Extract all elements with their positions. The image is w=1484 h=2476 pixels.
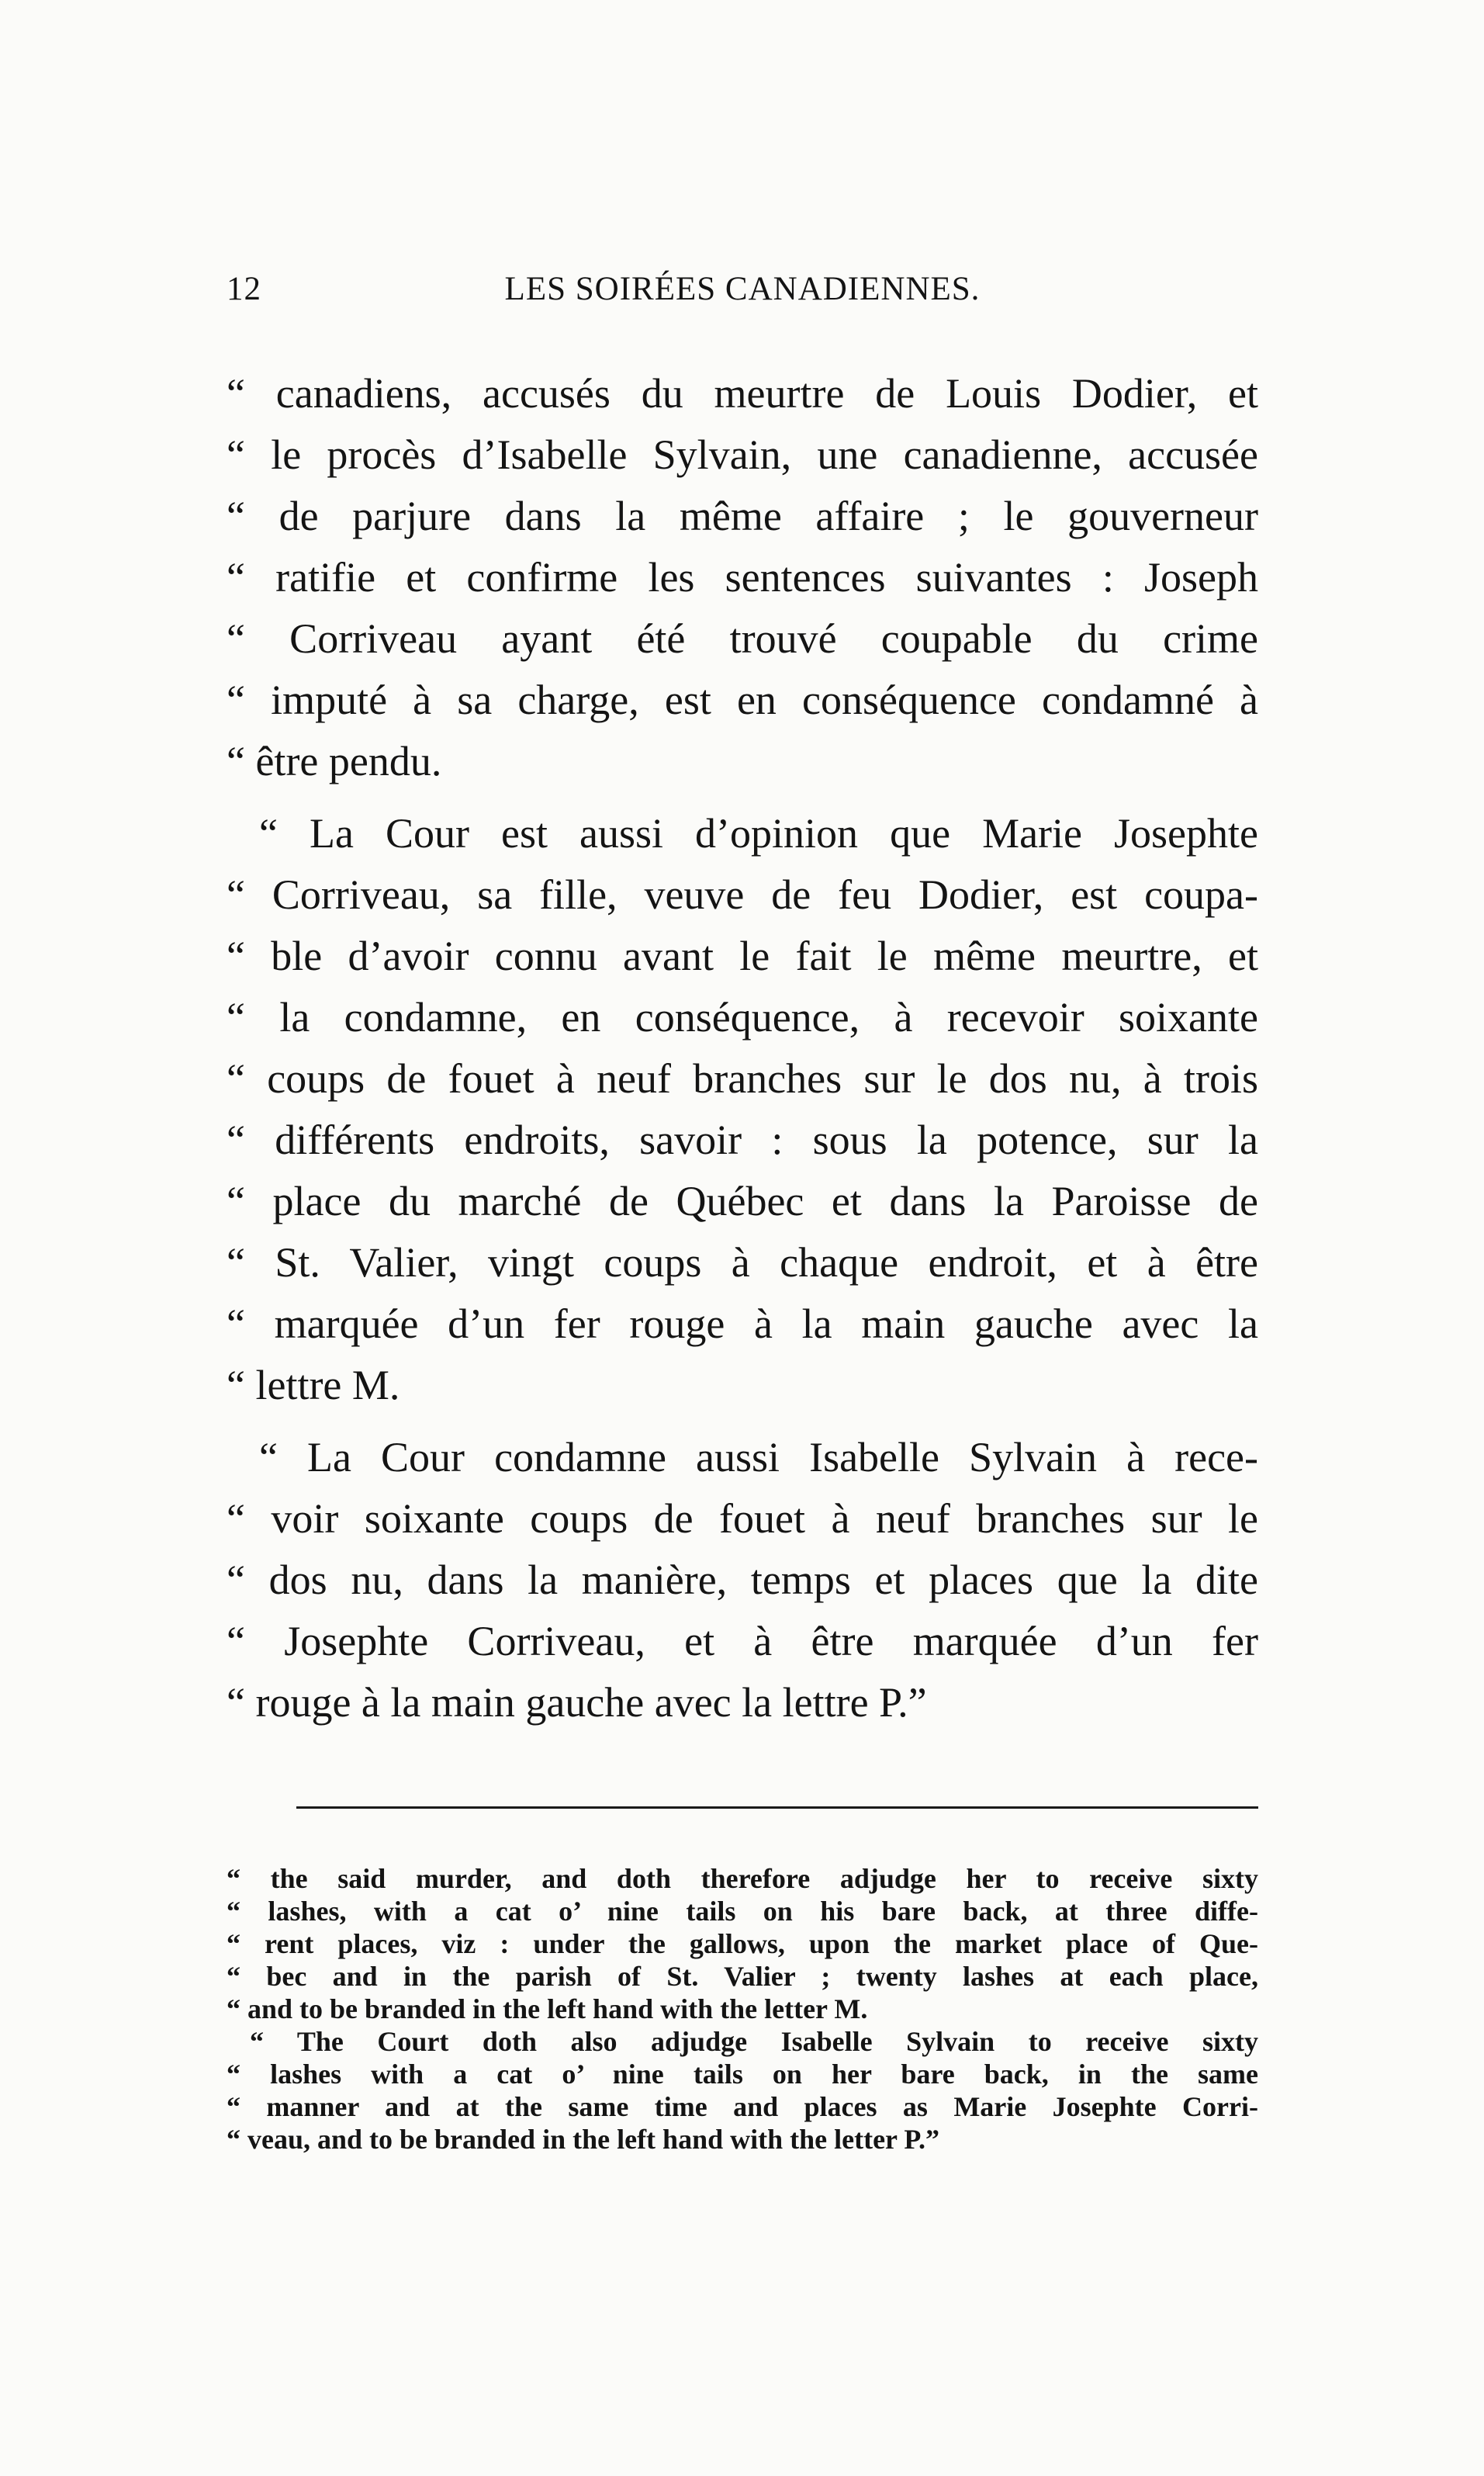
footnote-line: “ The Court doth also adjudge Isabelle Sylvain to receive sixty [250,2026,1258,2057]
footnote-line: “ lashes with a cat o’ nine tails on her bare back, in the same [227,2059,1258,2090]
text-line: “ coups de fouet à neuf branches sur le dos nu, à trois [227,1055,1258,1102]
text-line: “ St. Valier, vingt coups à chaque endroit, et à être [227,1239,1258,1286]
footnote-line: “ veau, and to be branded in the left hand with the letter P.” [227,2124,940,2155]
footnote-divider [296,1806,1258,1809]
text-line: “ dos nu, dans la manière, temps et places que la dite [227,1557,1258,1603]
footnote [227,1862,1258,2156]
text-line: “ Corriveau, sa fille, veuve de feu Dodier, est coupa- [227,871,1258,918]
text-line: “ imputé à sa charge, est en conséquence condamné à [227,677,1258,723]
text-line: “ la condamne, en conséquence, à recevoir soixante [227,994,1258,1041]
text-line: “ ble d’avoir connu avant le fait le même meurtre, et [227,933,1258,979]
footnote-line: “ bec and in the parish of St. Valier ; twenty lashes at each place, [227,1961,1258,1992]
main-text [227,363,1258,1733]
text-line: “ différents endroits, savoir : sous la potence, sur la [227,1117,1258,1163]
paragraph [227,1427,1258,1733]
text-line: “ ratifie et confirme les sentences suivantes : Joseph [227,554,1258,601]
text-line: “ rouge à la main gauche avec la lettre P.” [227,1679,927,1726]
text-line: “ voir soixante coups de fouet à neuf branches sur le [227,1495,1258,1542]
page-number: 12 [227,271,261,307]
paragraph [227,363,1258,792]
footnote-line: “ and to be branded in the left hand with the letter M. [227,1993,868,2024]
footnote-line: “ lashes, with a cat o’ nine tails on his bare back, at three diffe- [227,1896,1258,1927]
footnote-line: “ rent places, viz : under the gallows, upon the market place of Que- [227,1928,1258,1959]
footnote-line: “ manner and at the same time and places as Marie Josephte Corri- [227,2091,1258,2122]
footnote-line: “ the said murder, and doth therefore adjudge her to receive sixty [227,1863,1258,1894]
running-title: LES SOIRÉES CANADIENNES. [504,271,981,307]
text-line: “ place du marché de Québec et dans la Paroisse de [227,1178,1258,1224]
text-line: “ canadiens, accusés du meurtre de Louis Dodier, et [227,370,1258,417]
paragraph [227,803,1258,1416]
text-line: “ marquée d’un fer rouge à la main gauche avec la [227,1300,1258,1347]
running-head [227,270,1258,317]
text-line: “ lettre M. [227,1362,400,1408]
text-line: “ le procès d’Isabelle Sylvain, une canadienne, accusée [227,431,1258,478]
text-line: “ Corriveau ayant été trouvé coupable du crime [227,615,1258,662]
text-line: “ de parjure dans la même affaire ; le gouverneur [227,493,1258,539]
text-line: “ être pendu. [227,738,442,784]
text-line: “ La Cour condamne aussi Isabelle Sylvain à rece- [259,1434,1258,1480]
text-line: “ Josephte Corriveau, et à être marquée d’un fer [227,1618,1258,1664]
text-line: “ La Cour est aussi d’opinion que Marie Josephte [259,810,1258,857]
